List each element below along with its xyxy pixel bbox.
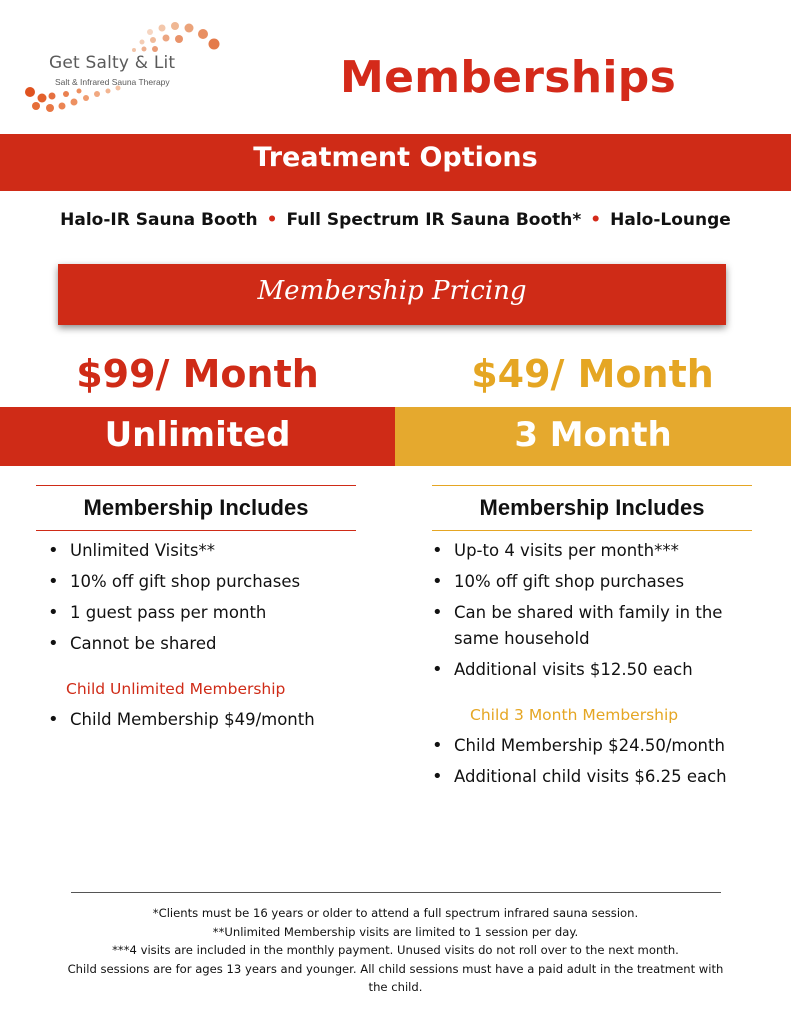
plan-band-unlimited: [0, 407, 395, 466]
footnote: **Unlimited Membership visits are limited to 1 session per day.: [212, 924, 579, 939]
plan-band-3-month: [395, 407, 791, 466]
list-item: • Unlimited Visits**: [44, 538, 384, 564]
three-month-child-list: [428, 733, 773, 795]
list-item: • Can be shared with family in the same household: [428, 600, 768, 652]
plan-name: Unlimited: [104, 415, 291, 455]
treatment-option: Halo-Lounge: [610, 210, 731, 230]
list-item: • Additional child visits $6.25 each: [428, 764, 773, 790]
footer-divider: [71, 892, 721, 893]
footnote: Child sessions are for ages 13 years and younger. All child sessions must have a paid adult in the treatment with the child.: [67, 961, 724, 994]
list-item: • Child Membership $49/month: [44, 707, 384, 733]
brand-logo: [22, 20, 232, 120]
unlimited-includes-list: [44, 538, 384, 662]
treatment-options-list: [0, 210, 791, 230]
includes-heading: Membership Includes: [432, 485, 752, 531]
child-membership-heading: Child Unlimited Membership: [66, 680, 286, 698]
bullet-separator-icon: •: [590, 210, 602, 230]
footnote: *Clients must be 16 years or older to attend a full spectrum infrared sauna session.: [152, 906, 639, 920]
plan-price: $99/ Month: [76, 352, 319, 396]
plan-name: 3 Month: [514, 415, 672, 455]
pricing-banner: [58, 264, 726, 325]
list-item: • Additional visits $12.50 each: [428, 657, 768, 683]
footnote: ***4 visits are included in the monthly payment. Unused visits do not roll over to the next month.: [112, 943, 679, 957]
logo-name: Get Salty & Lit: [49, 53, 176, 73]
unlimited-child-list: [44, 707, 384, 738]
treatment-option: Full Spectrum IR Sauna Booth*: [286, 210, 582, 230]
page-title: Memberships: [340, 52, 677, 103]
list-item: • 1 guest pass per month: [44, 600, 384, 626]
list-item: • 10% off gift shop purchases: [428, 569, 768, 595]
footnotes: [60, 904, 731, 997]
three-month-includes-list: [428, 538, 768, 688]
list-item: • 10% off gift shop purchases: [44, 569, 384, 595]
includes-heading: Membership Includes: [36, 485, 356, 531]
child-membership-heading: Child 3 Month Membership: [470, 706, 679, 724]
list-item: • Cannot be shared: [44, 631, 384, 657]
list-item: • Child Membership $24.50/month: [428, 733, 773, 759]
plan-price: $49/ Month: [471, 352, 714, 396]
treatment-heading: Treatment Options: [253, 142, 538, 173]
logo-tagline: Salt & Infrared Sauna Therapy: [55, 77, 170, 87]
list-item: • Up-to 4 visits per month***: [428, 538, 768, 564]
pricing-heading: Membership Pricing: [257, 276, 527, 306]
treatment-option: Halo-IR Sauna Booth: [60, 210, 258, 230]
bullet-separator-icon: •: [266, 210, 278, 230]
